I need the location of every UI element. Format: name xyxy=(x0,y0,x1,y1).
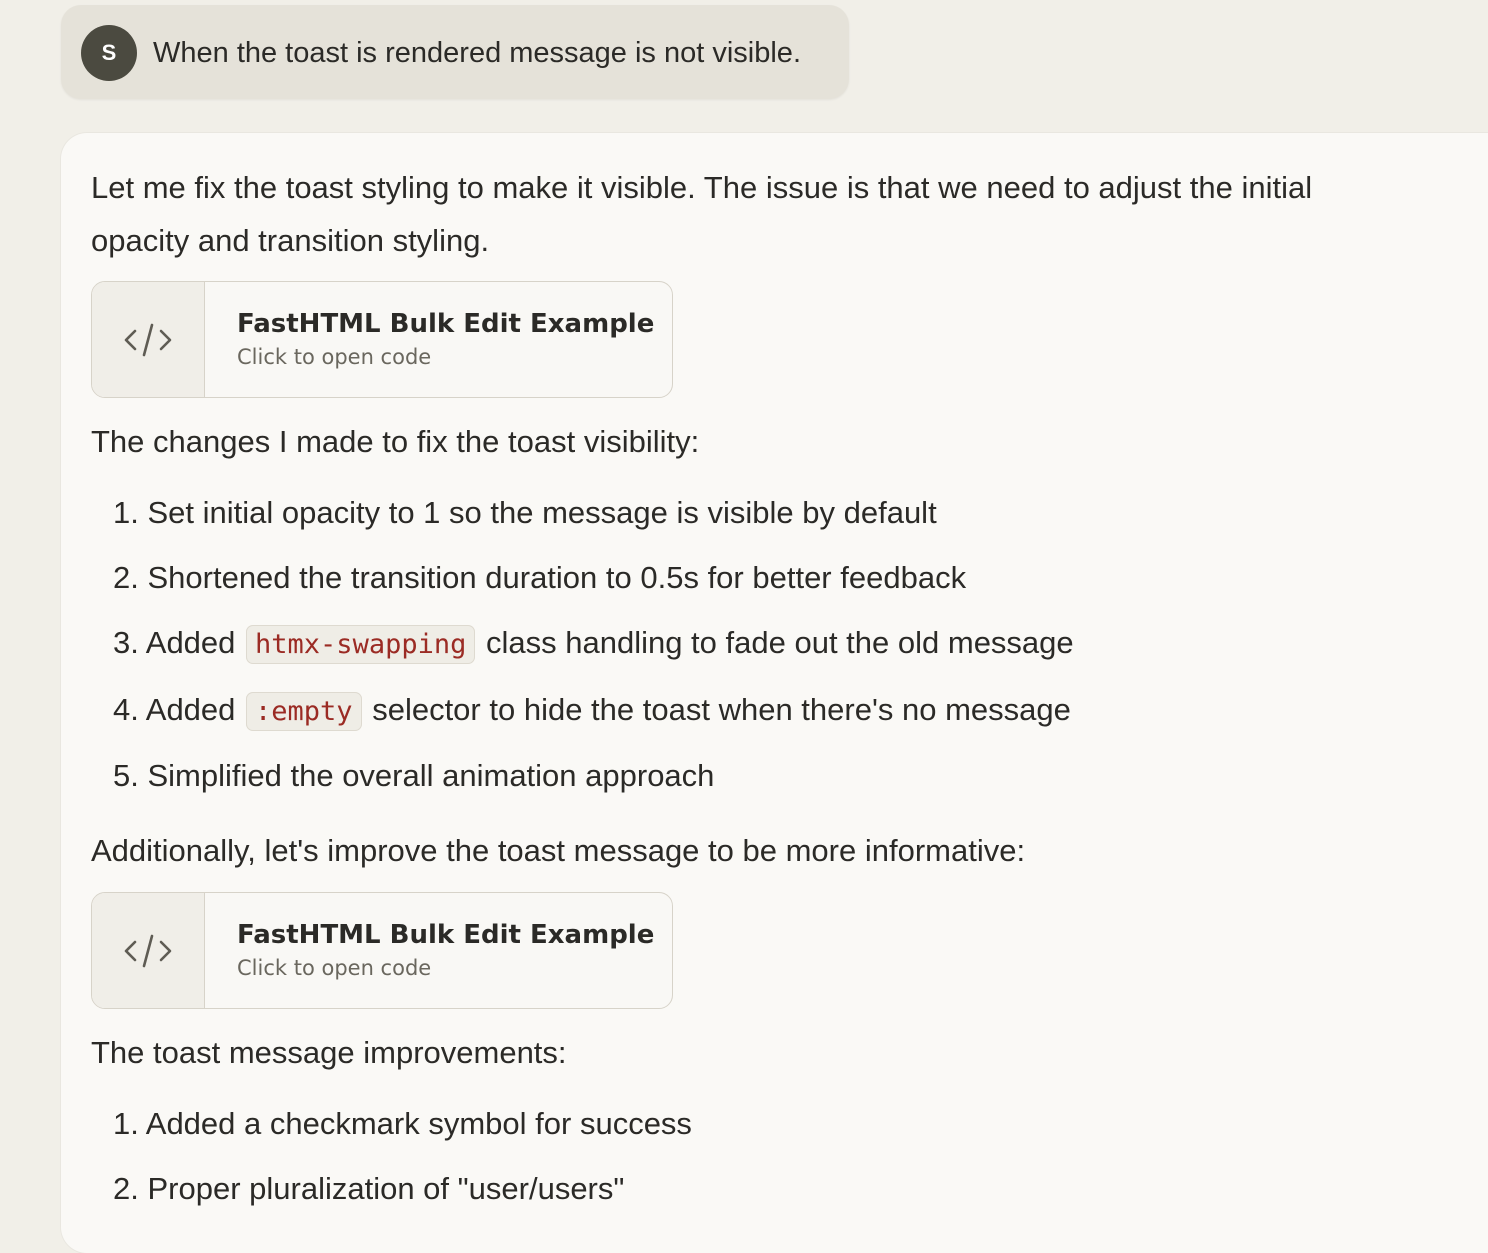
changes-heading: The changes I made to fix the toast visibility: xyxy=(91,424,700,459)
artifact-subtitle: Click to open code xyxy=(237,956,432,980)
artifact-title: FastHTML Bulk Edit Example xyxy=(237,309,655,339)
user-message-text: When the toast is rendered message is not visible. xyxy=(153,37,801,69)
code-icon xyxy=(92,893,205,1008)
list-text: Simplified the overall animation approach xyxy=(147,758,715,793)
list-number: 3. xyxy=(113,625,139,660)
list-item xyxy=(113,1104,692,1144)
inline-code: :empty xyxy=(246,692,362,731)
improvements-heading: The toast message improvements: xyxy=(91,1035,567,1070)
list-text: Added xyxy=(145,692,236,727)
list-number: 2. xyxy=(113,1171,139,1206)
intro-line-2: opacity and transition styling. xyxy=(91,223,490,258)
list-text: Shortened the transition duration to 0.5s for better feedback xyxy=(147,560,967,595)
list-text: class handling to fade out the old message xyxy=(485,625,1074,660)
list-item xyxy=(113,690,1071,732)
list-text: selector to hide the toast when there's no message xyxy=(372,692,1071,727)
artifact-card-2[interactable] xyxy=(91,892,673,1009)
user-message-bubble xyxy=(61,5,849,99)
user-avatar[interactable]: S xyxy=(81,25,137,81)
artifact-title: FastHTML Bulk Edit Example xyxy=(237,920,655,950)
list-text: Added xyxy=(145,625,236,660)
inline-code: htmx-swapping xyxy=(246,625,475,664)
list-text: Proper pluralization of "user/users" xyxy=(147,1171,625,1206)
list-item xyxy=(113,1169,624,1209)
list-text: Set initial opacity to 1 so the message is visible by default xyxy=(147,495,937,530)
assistant-response xyxy=(61,133,1488,1253)
list-number: 1. xyxy=(113,1106,139,1141)
artifact-card-1[interactable] xyxy=(91,281,673,398)
additional-heading: Additionally, let's improve the toast message to be more informative: xyxy=(91,833,1026,868)
list-text: Added a checkmark symbol for success xyxy=(145,1106,692,1141)
list-item xyxy=(113,558,966,598)
code-icon xyxy=(92,282,205,397)
list-item xyxy=(113,493,937,533)
artifact-subtitle: Click to open code xyxy=(237,345,432,369)
list-number: 5. xyxy=(113,758,139,793)
list-number: 1. xyxy=(113,495,139,530)
list-number: 4. xyxy=(113,692,139,727)
list-number: 2. xyxy=(113,560,139,595)
list-item xyxy=(113,756,714,796)
intro-line-1: Let me fix the toast styling to make it visible. The issue is that we need to adjust the initial xyxy=(91,170,1313,205)
list-item xyxy=(113,623,1074,665)
